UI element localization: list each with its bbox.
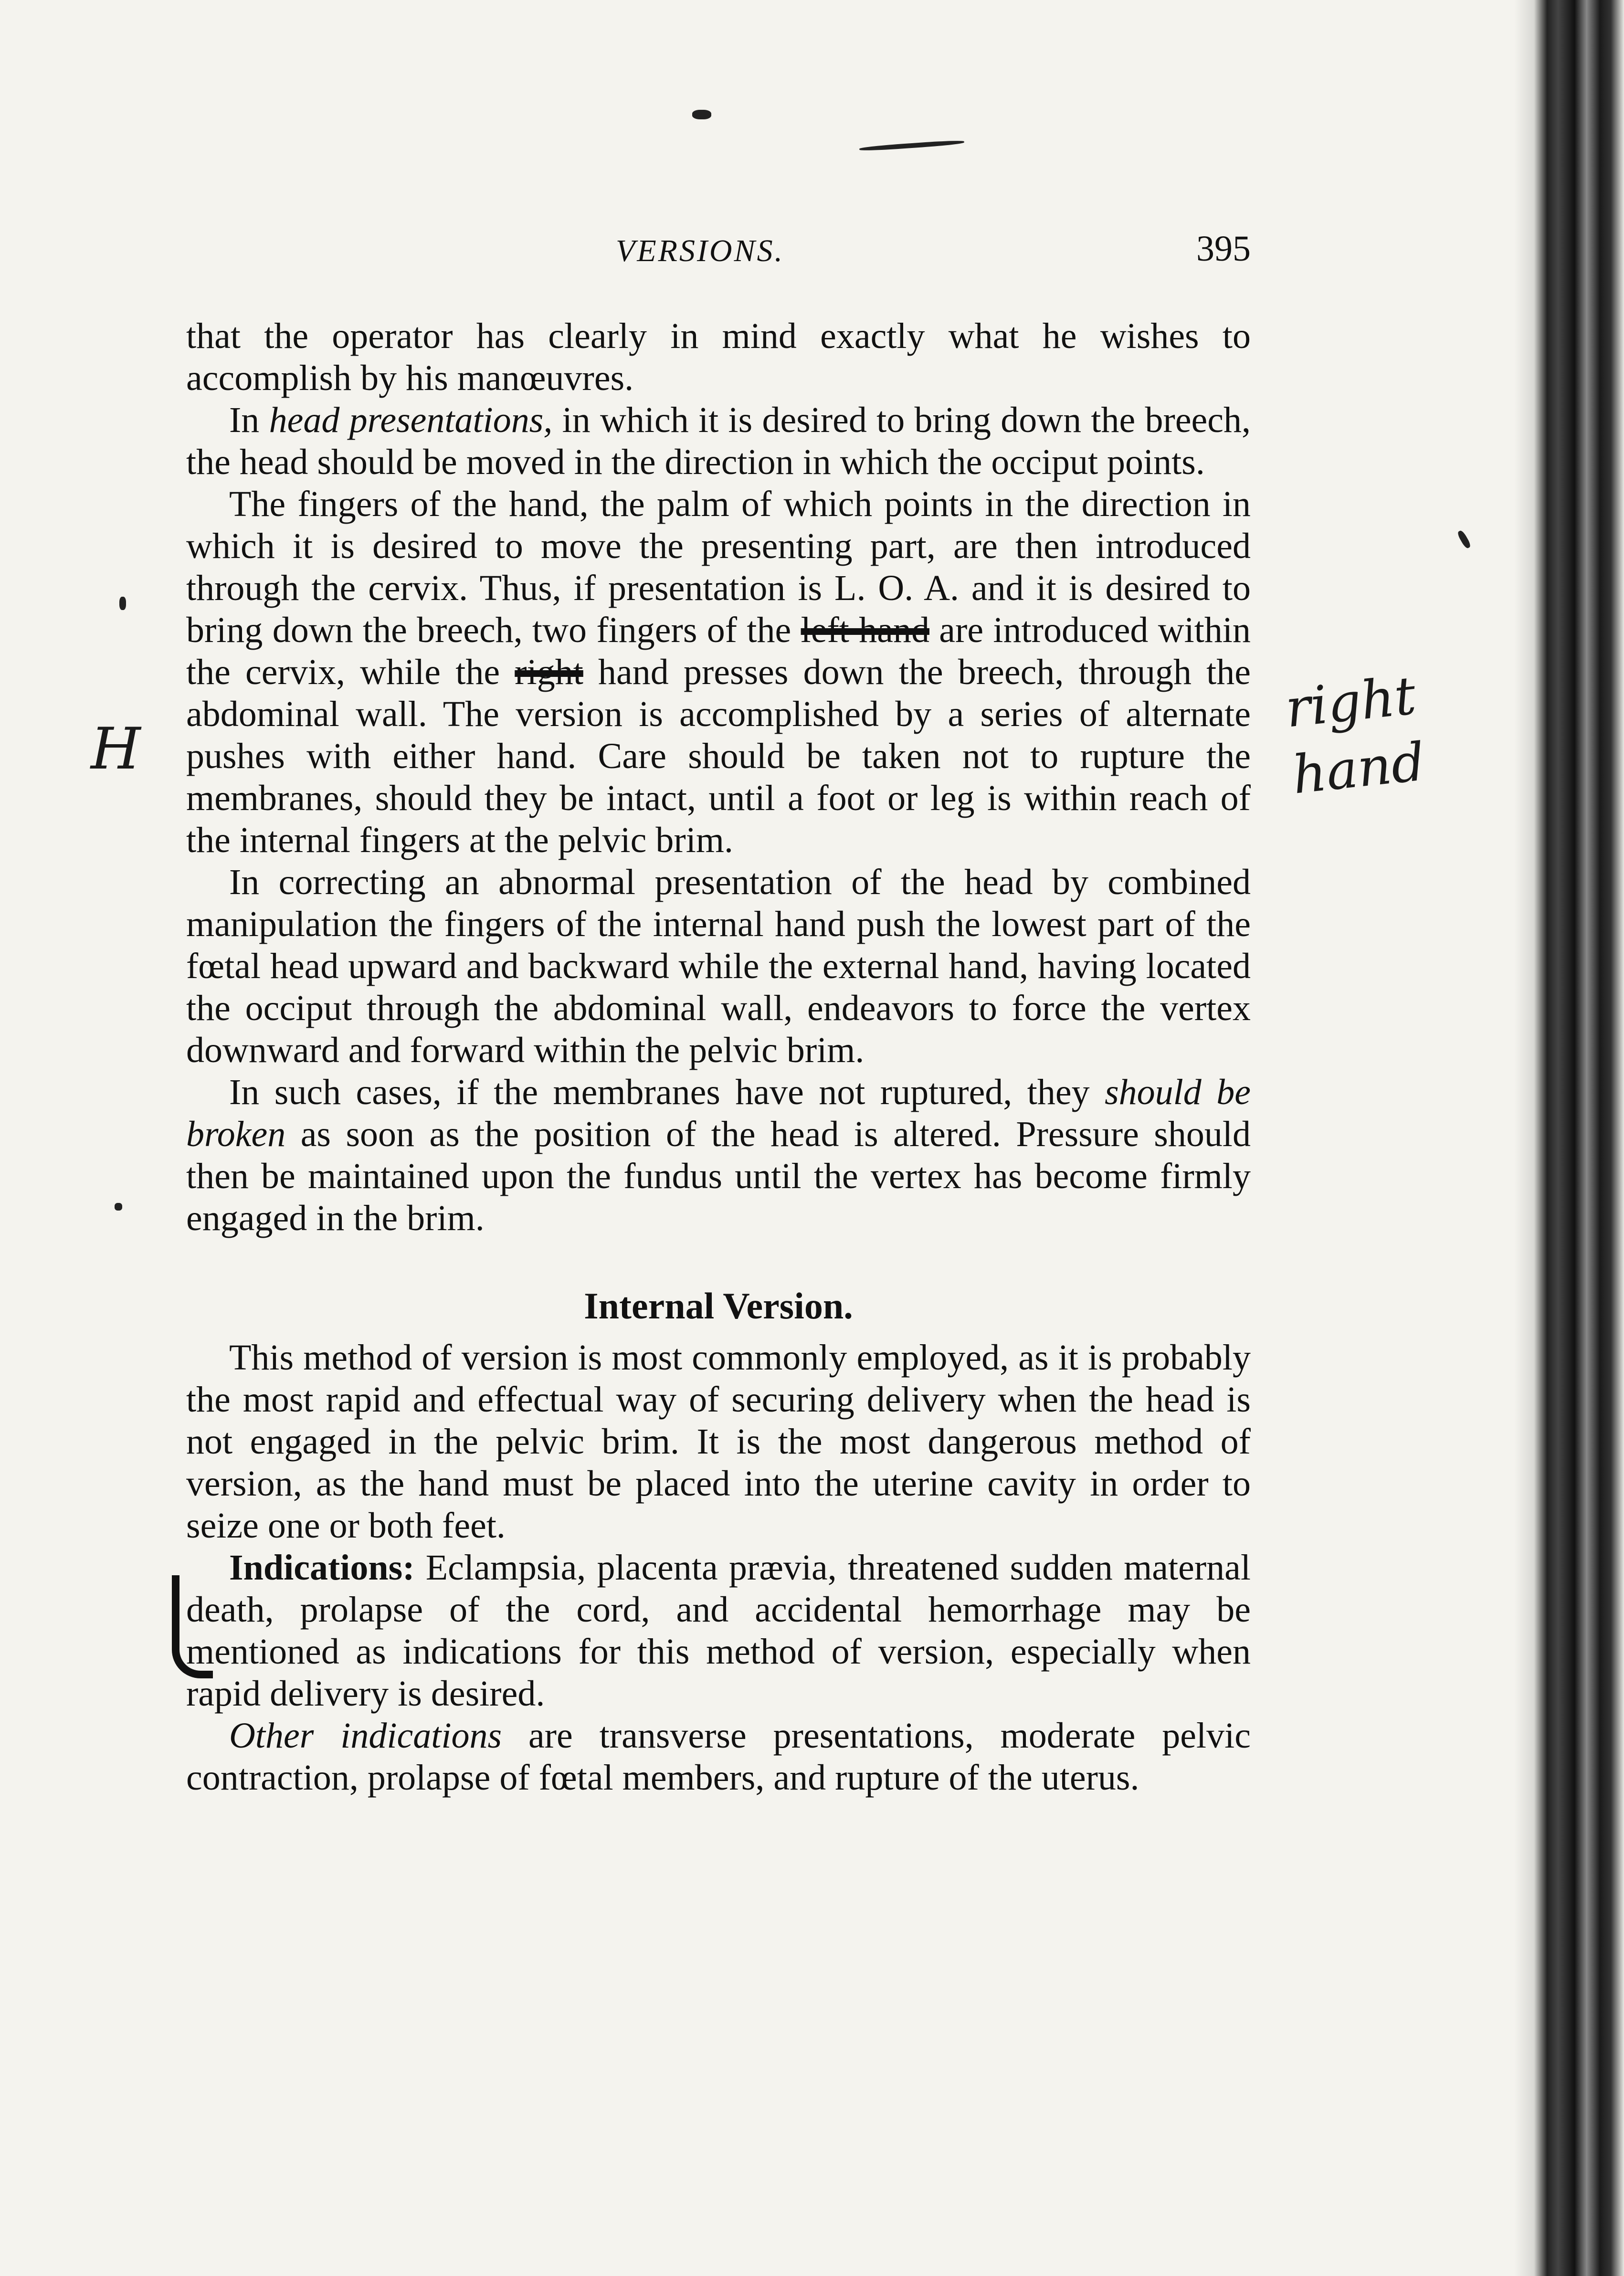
paragraph-head-presentations [186, 399, 1251, 483]
paragraph-text: as soon as the position of the head is altered. Pressure should then be maintained upon the fundus until the vertex has become firmly engaged in the brim. [186, 1114, 1251, 1238]
ink-speck [1456, 529, 1472, 549]
ink-speck [692, 110, 711, 119]
paragraph-text: in which it is desired to bring down the breech, the head should be moved in the direction in which the occiput points. [186, 400, 1251, 482]
italic-term-other-indications: Other indications [229, 1716, 502, 1756]
body-text [186, 315, 1251, 1799]
paragraph-text: In such cases, if the membranes have not ruptured, they [229, 1072, 1090, 1112]
handwritten-line: right [1282, 664, 1419, 739]
handwritten-margin-mark: H [91, 716, 141, 782]
runin-heading-indications: Indications: [229, 1548, 415, 1588]
paragraph-continuation: that the operator has clearly in mind exactly what he wishes to accomplish by his manœuvres. [186, 316, 1251, 398]
struck-text-right: right [515, 652, 583, 692]
paragraph-other-indications [186, 1715, 1251, 1799]
handwritten-bracket-mark [172, 1575, 213, 1678]
paragraph-fingers-of-hand [186, 483, 1251, 861]
italic-term-head-presentations: head presentations, [269, 400, 553, 440]
page-number: 395 [1196, 229, 1251, 269]
paragraph-text: are introduced within the cervix, while the [186, 610, 1251, 692]
paragraph-text: Eclampsia, placenta prævia, threatened sudden maternal death, prolapse of the cord, and accidental hemorrhage may be mentioned as indications for this method of version, especially when rapid delivery is desired. [186, 1548, 1251, 1714]
paragraph-text: are transverse presentations, moderate pelvic contraction, prolapse of fœtal members, and rupture of the uterus. [186, 1716, 1251, 1798]
section-heading: Internal Version. [584, 1285, 853, 1327]
paragraph-indications [186, 1547, 1251, 1715]
paragraph-text: hand presses down the breech, through the abdominal wall. The version is accomplished by a series of alternate pushes with either hand. Care should be taken not to rupture the membranes, should they be intact, until a foot or leg is within reach of the internal fingers at the pelvic brim. [186, 652, 1251, 860]
book-gutter-edge [1514, 0, 1624, 2276]
running-title: VERSIONS. [616, 233, 785, 268]
paragraph-lead: In [229, 400, 260, 440]
handwritten-annotation-right-hand [1282, 662, 1428, 808]
ink-speck [115, 1203, 122, 1211]
italic-term-should-be-broken: should be broken [186, 1072, 1251, 1154]
paragraph-correcting-presentation: In correcting an abnormal presentation of the head by combined manipulation the fingers of the internal hand push the lowest part of the fœtal head upward and backward while the external hand, having located the occiput through the abdominal wall, endeavors to force the vertex downward and forward within the pelvic brim. [186, 862, 1251, 1070]
paragraph-such-cases [186, 1071, 1251, 1239]
handwritten-line: hand [1289, 731, 1428, 806]
paragraph-internal-version-intro: This method of version is most commonly employed, as it is probably the most rapid and effectual way of securing delivery when the head is not engaged in the pelvic brim. It is the most dangerous method of version, as the hand must be placed into the uterine cavity in order to seize one or both feet. [186, 1338, 1251, 1546]
page-header [186, 228, 1251, 285]
ink-speck [119, 597, 126, 610]
ink-speck [859, 139, 964, 151]
struck-text-left-hand: left hand [801, 610, 929, 650]
paragraph-text: The fingers of the hand, the palm of which points in the direction in which it is desired to move the presenting part, are then introduced through the cervix. Thus, if presentation is L. O. A. and it is desired to bring down the breech, two fingers of the [186, 484, 1251, 650]
